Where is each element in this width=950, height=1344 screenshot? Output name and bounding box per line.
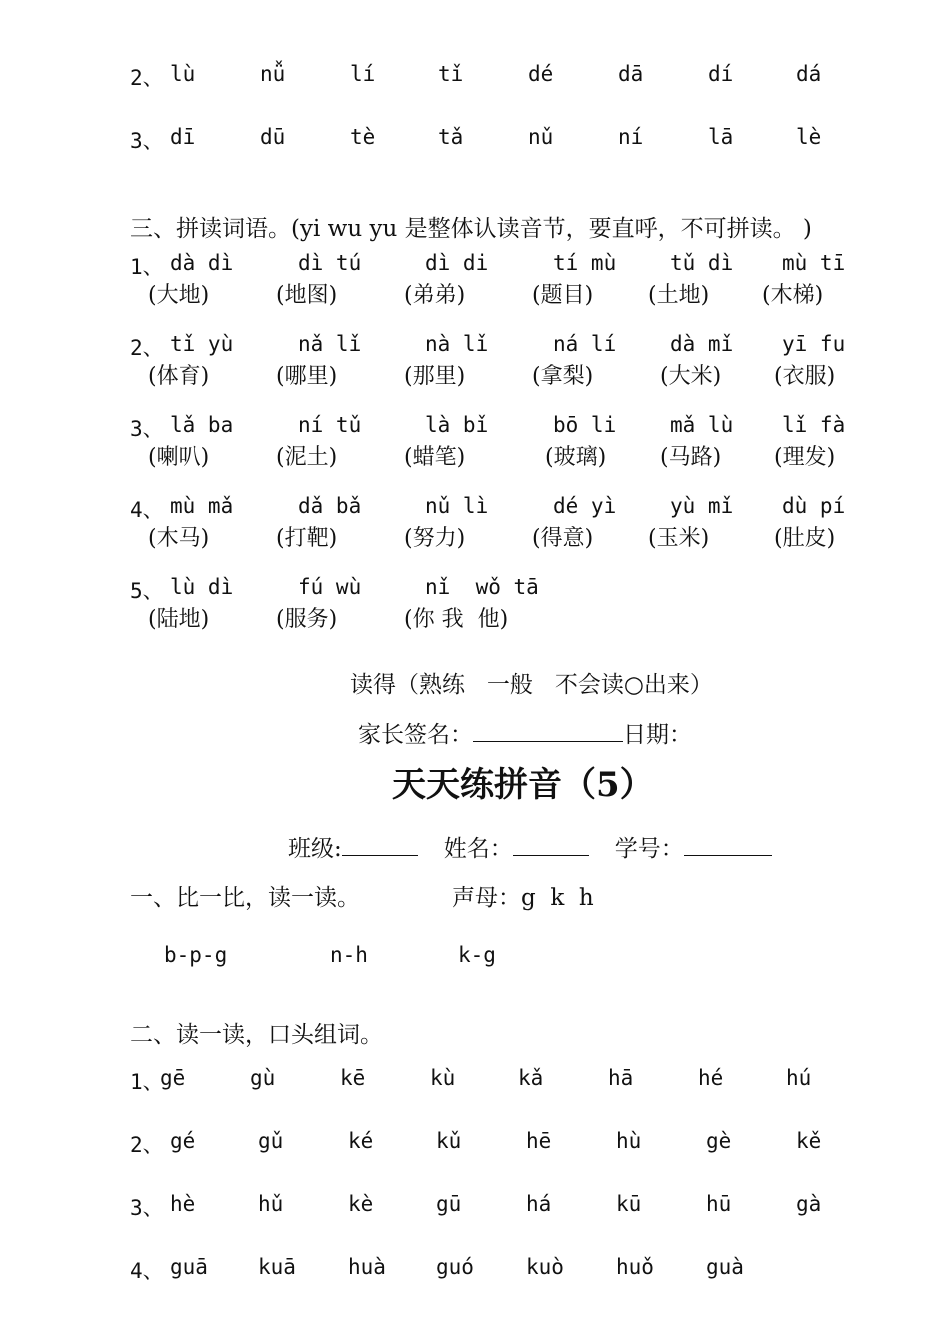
word-pinyin: lǐ fà [782,413,846,437]
syllable: ní [618,125,644,149]
syllable: hǔ [258,1192,284,1216]
syllable: há [526,1192,552,1216]
compare-group: n-h [330,943,368,967]
word-pinyin: dé yì [553,494,617,518]
word-pinyin: yī fu [782,332,846,356]
word-hanzi: (木马) [148,526,210,551]
word-pinyin: yù mǐ [670,494,734,518]
syllable: huà [348,1255,386,1279]
syllable: hú [786,1066,812,1090]
word-hanzi: (体育) [148,364,210,389]
word-hanzi: (衣服) [774,364,836,389]
row-number: 1、 [130,1070,164,1094]
syllable: guà [706,1255,744,1279]
word-hanzi: (地图) [276,283,338,308]
syllable: kè [348,1192,374,1216]
syllable: gà [796,1192,822,1216]
syllable: guó [436,1255,474,1279]
syllable: lí [350,62,376,86]
word-hanzi: (喇叭) [148,445,210,470]
syllable: hù [616,1129,642,1153]
word-hanzi: (泥土) [276,445,338,470]
row-number: 3、 [130,129,164,153]
syllable: gè [706,1129,732,1153]
word-hanzi: (服务) [276,607,338,632]
row-number: 3、 [130,1196,164,1220]
syllable: guā [170,1255,208,1279]
syllable: gù [250,1066,276,1090]
word-hanzi: (玉米) [648,526,710,551]
syllable: ké [348,1129,374,1153]
syllable: kě [796,1129,822,1153]
word-hanzi: (题目) [532,283,594,308]
row-number: 2、 [130,336,164,360]
syllable: kǔ [436,1129,462,1153]
syllable: lā [708,125,734,149]
syllable: hè [170,1192,196,1216]
row-number: 5、 [130,579,164,603]
parent-signature-label: 家长签名： [358,722,473,748]
word-hanzi: (你 我 他) [404,607,509,632]
page-title: 天天练拼音（5） [392,765,654,805]
word-pinyin: bō li [553,413,617,437]
word-pinyin: dà mǐ [670,332,734,356]
word-pinyin: nà lǐ [425,332,489,356]
word-hanzi: (土地) [648,283,710,308]
word-pinyin: dà dì [170,251,234,275]
word-pinyin: tí mù [553,251,617,275]
syllable: dé [528,62,554,86]
word-hanzi: (理发) [774,445,836,470]
row-number: 4、 [130,1259,164,1283]
syllable: hū [706,1192,732,1216]
word-hanzi: (弟弟) [404,283,466,308]
row-number: 3、 [130,417,164,441]
word-hanzi: (陆地) [148,607,210,632]
section-3-heading: 三、拼读词语。(yi wu yu 是整体认读音节，要直呼，不可拼读。 ) [130,216,812,242]
syllable: hē [526,1129,552,1153]
word-pinyin: dǎ bǎ [298,494,362,518]
word-pinyin: mù tī [782,251,846,275]
row-number: 1、 [130,255,164,279]
syllable: kuò [526,1255,564,1279]
syllable: dū [260,125,286,149]
syllable: nǔ [528,125,554,149]
syllable: nǚ [260,62,286,86]
reading-level-note: 读得（熟练 一般 不会读○出来） [350,672,713,698]
syllable: kuā [258,1255,296,1279]
word-hanzi: (肚皮) [774,526,836,551]
syllable: gē [160,1066,186,1090]
parent-signature-blank[interactable] [473,719,623,742]
id-blank[interactable] [684,833,772,856]
date-label: 日期： [623,722,692,748]
initials-label: 声母：g k h [452,885,594,911]
student-info-line [288,830,772,863]
syllable: tè [350,125,376,149]
section-1-heading: 一、比一比，读一读。 [130,885,360,911]
word-hanzi: (玻璃) [545,445,607,470]
word-pinyin: tǐ yù [170,332,234,356]
word-pinyin: nǔ lì [425,494,489,518]
syllable: hé [698,1066,724,1090]
word-pinyin: dì tú [298,251,362,275]
syllable: lù [170,62,196,86]
word-pinyin: mǎ lù [670,413,734,437]
word-hanzi: (大地) [148,283,210,308]
syllable: gé [170,1129,196,1153]
word-hanzi: (那里) [404,364,466,389]
name-label: 姓名： [443,836,513,862]
compare-group: b-p-g [164,943,228,967]
syllable: kū [616,1192,642,1216]
syllable: dī [170,125,196,149]
row-number: 2、 [130,1133,164,1157]
word-hanzi: (大米) [660,364,722,389]
syllable: huǒ [616,1255,654,1279]
syllable: tǎ [438,125,464,149]
word-pinyin: tǔ dì [670,251,734,275]
word-hanzi: (马路) [660,445,722,470]
syllable: lè [796,125,822,149]
compare-group: k-g [458,943,496,967]
class-label: 班级: [288,836,342,862]
section-2-heading: 二、读一读，口头组词。 [130,1022,383,1048]
class-blank[interactable] [342,833,418,856]
word-pinyin: lù dì [170,575,234,599]
word-hanzi: (得意) [532,526,594,551]
word-hanzi: (打靶) [276,526,338,551]
word-pinyin: dù pí [782,494,846,518]
word-pinyin: dì di [425,251,489,275]
word-pinyin: fú wù [298,575,362,599]
word-pinyin: ní tǔ [298,413,362,437]
name-blank[interactable] [513,833,589,856]
word-pinyin: lǎ ba [170,413,234,437]
word-pinyin: ná lí [553,332,617,356]
word-hanzi: (拿梨) [532,364,594,389]
syllable: tǐ [438,62,464,86]
word-pinyin: nǎ lǐ [298,332,362,356]
word-hanzi: (哪里) [276,364,338,389]
syllable: kù [430,1066,456,1090]
syllable: dá [796,62,822,86]
word-pinyin: mù mǎ [170,494,234,518]
word-pinyin: nǐ wǒ tā [425,575,539,599]
syllable: dí [708,62,734,86]
row-number: 4、 [130,498,164,522]
syllable: dā [618,62,644,86]
syllable: kē [340,1066,366,1090]
syllable: kǎ [518,1066,544,1090]
word-hanzi: (蜡笔) [404,445,466,470]
word-hanzi: (努力) [404,526,466,551]
row-number: 2、 [130,66,164,90]
syllable: hā [608,1066,634,1090]
word-hanzi: (木梯) [762,283,824,308]
syllable: gū [436,1192,462,1216]
id-label: 学号： [614,836,684,862]
word-pinyin: là bǐ [425,413,489,437]
parent-signature-line [358,716,692,749]
syllable: gǔ [258,1129,284,1153]
